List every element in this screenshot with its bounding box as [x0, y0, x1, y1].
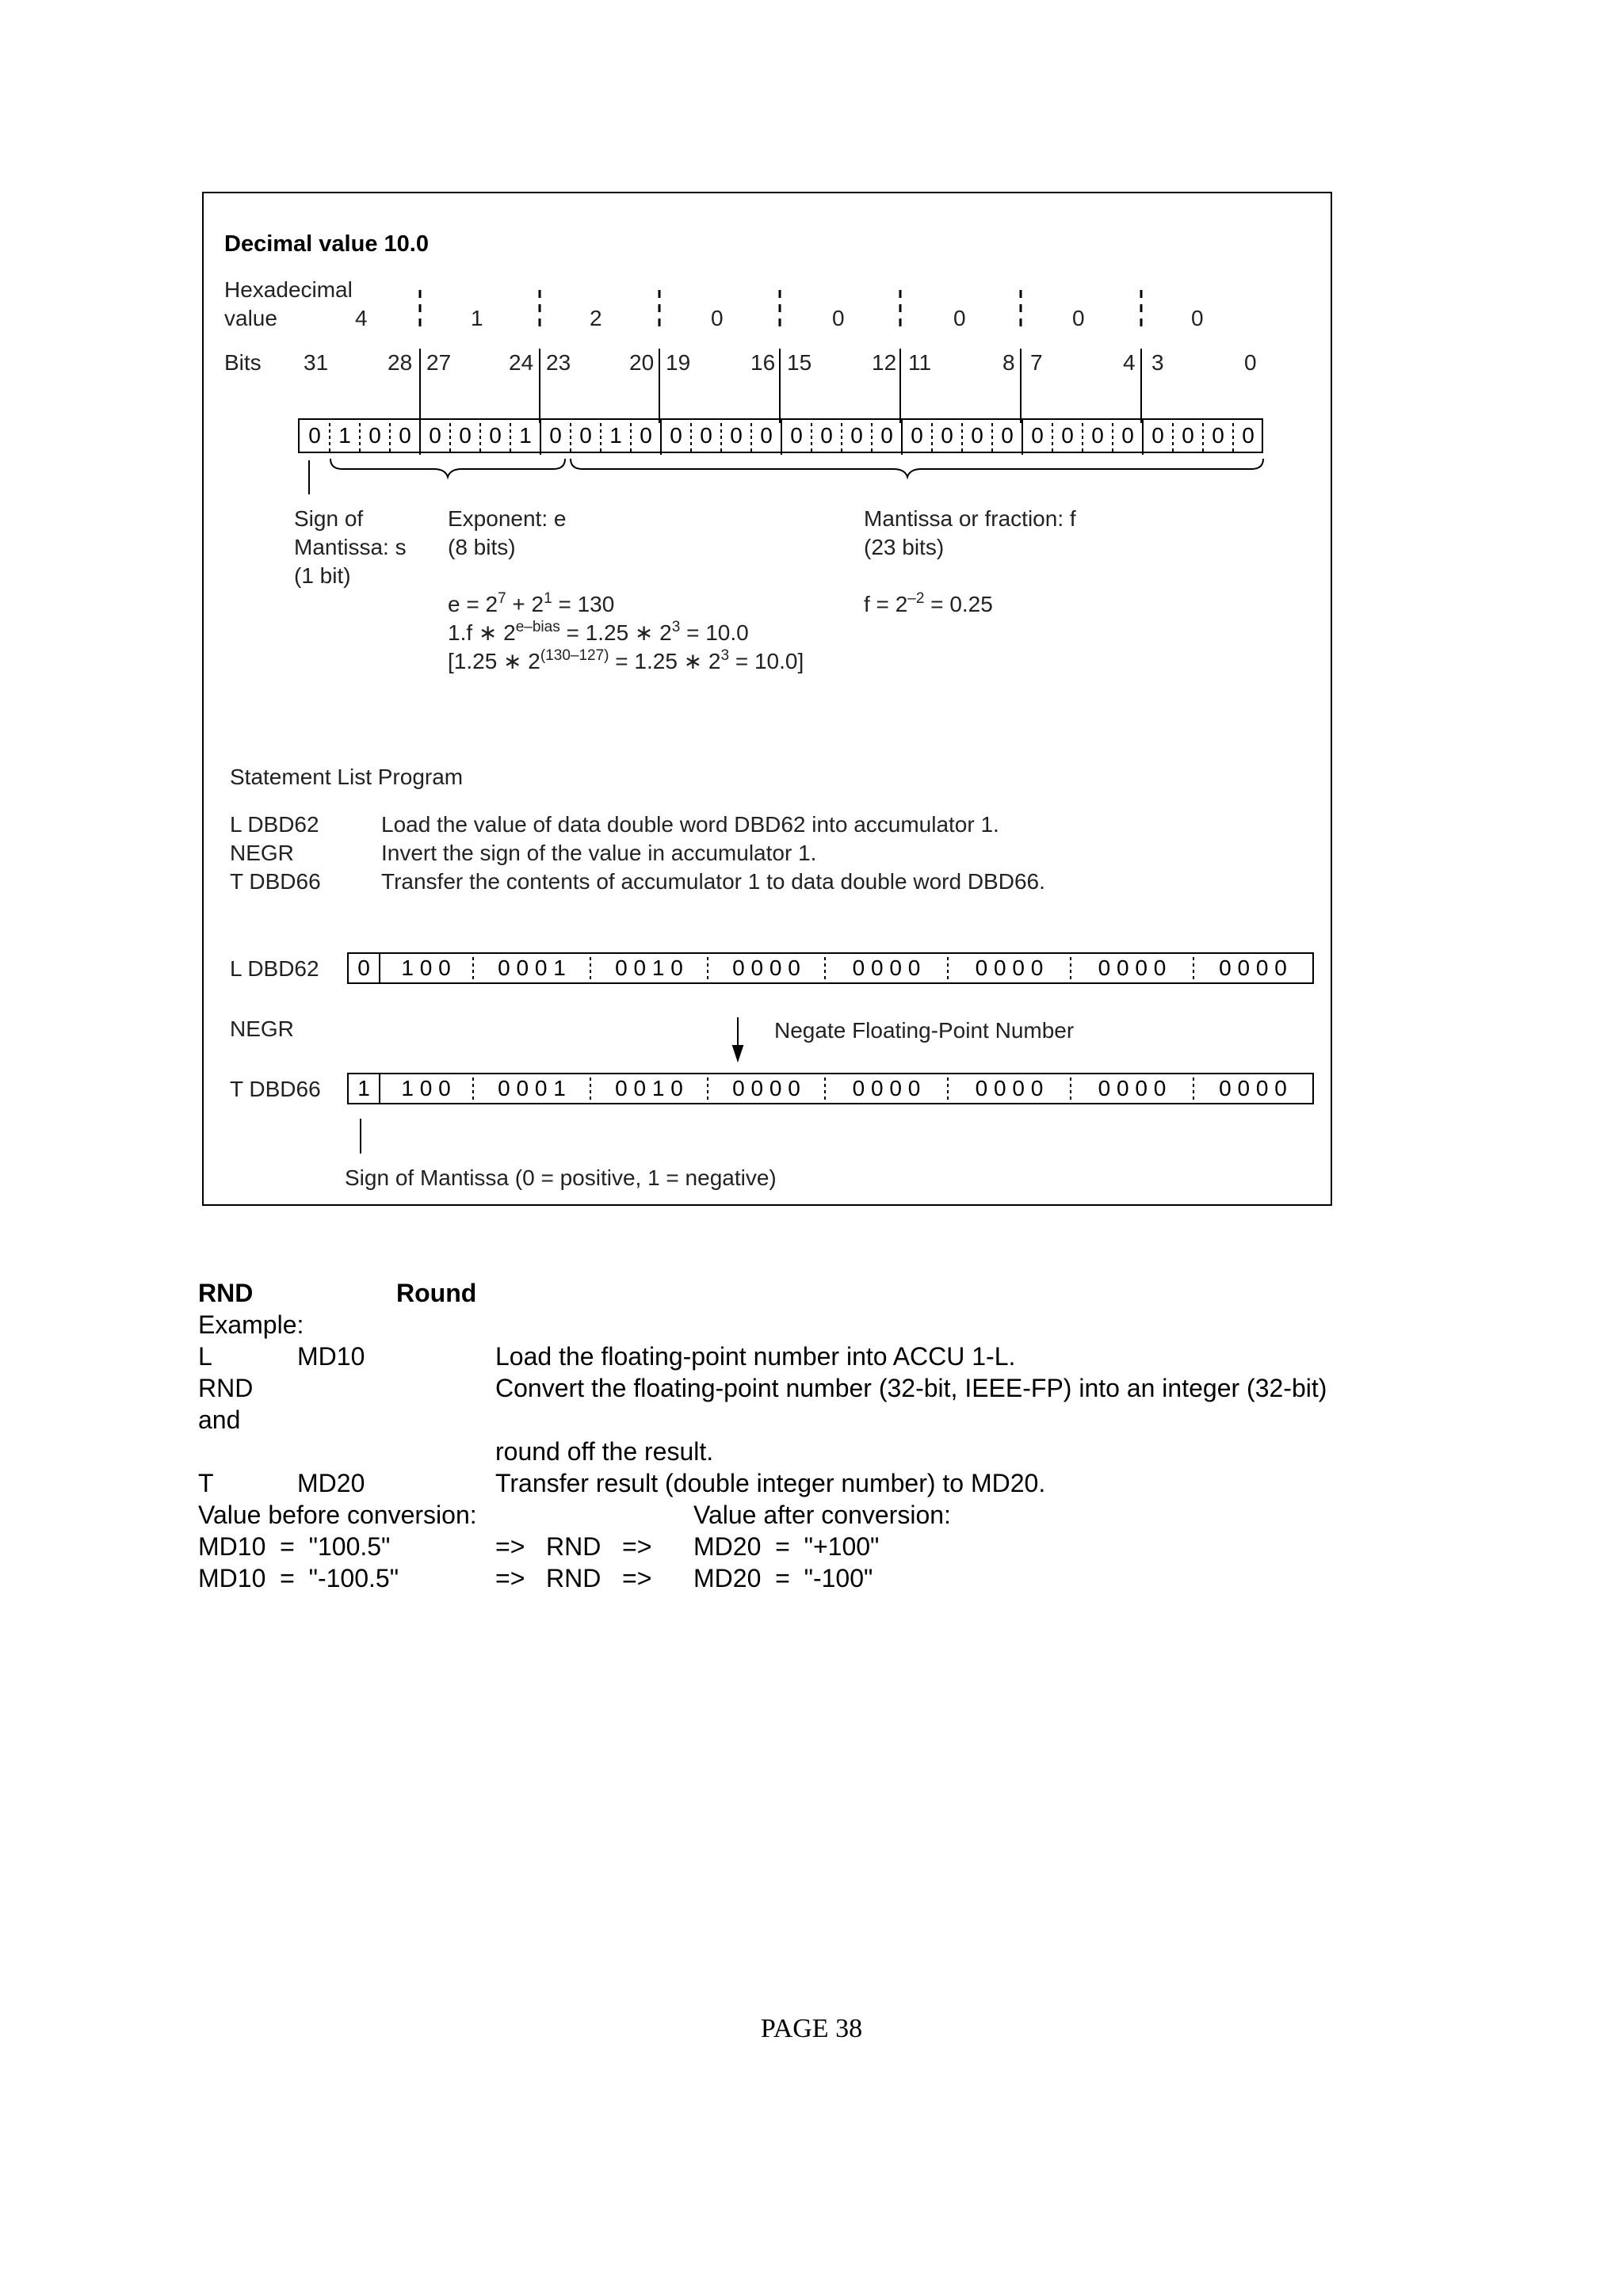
formula-f: $f = 2^{-2} = 0.25$	[864, 590, 993, 616]
reg2-group: 1 0 0	[401, 1076, 451, 1100]
reg1-label: L DBD62	[230, 956, 319, 981]
bit-cell: 0	[429, 423, 441, 448]
bit-cell: 0	[549, 423, 562, 448]
reg2-dividers	[349, 1074, 1316, 1106]
stl-description: Transfer the contents of accumulator 1 to data double word DBD66.	[381, 869, 1045, 894]
reg2-group: 0 0 0 0	[1098, 1076, 1167, 1100]
reg1-group: 1 0 0	[401, 955, 451, 980]
bit-cell: 0	[820, 423, 833, 448]
hex-digit: 0	[832, 306, 845, 330]
hex-digit: 2	[590, 306, 602, 330]
row2-op: RND	[198, 1374, 254, 1402]
bit-position: 3	[1151, 350, 1164, 375]
mantissa-label-2: (23 bits)	[864, 535, 945, 559]
bit-cell: 1	[519, 423, 532, 448]
bit-cell: 0	[1212, 423, 1224, 448]
after-label: Value after conversion:	[693, 1501, 951, 1529]
bit-cell: 0	[369, 423, 381, 448]
sign-label-2: Mantissa: s	[294, 535, 407, 559]
stl-description: Load the value of data double word DBD62 into accumulator 1.	[381, 812, 999, 837]
float-format-figure	[202, 192, 1332, 1206]
row2-and: and	[198, 1405, 241, 1434]
hex-digit: 4	[355, 306, 368, 330]
stl-instruction: NEGR	[230, 841, 294, 865]
row4-operand: MD20	[297, 1469, 365, 1497]
bit-cell: 0	[579, 423, 592, 448]
reg1-group: 0 0 0 0	[1219, 955, 1287, 980]
reg1-group: 0 0 0 0	[1098, 955, 1167, 980]
sign-label-3: (1 bit)	[294, 563, 351, 588]
bit-position: 24	[509, 350, 534, 375]
reg1-sign-bit: 0	[349, 954, 380, 982]
bit-cell: 0	[1182, 423, 1194, 448]
hex-digit: 0	[953, 306, 966, 330]
reg2-group: 0 0 0 1	[498, 1076, 566, 1100]
bit-position: 12	[872, 350, 897, 375]
bit-cell: 0	[760, 423, 773, 448]
bit-position: 4	[1123, 350, 1136, 375]
bit-cell: 0	[489, 423, 502, 448]
bit-cell: 0	[399, 423, 411, 448]
bit-cell: 0	[880, 423, 893, 448]
bit-position: 16	[750, 350, 776, 375]
bit-cell: 0	[1151, 423, 1164, 448]
stl-instruction: T DBD66	[230, 869, 321, 894]
sign-note: Sign of Mantissa (0 = positive, 1 = negative)	[345, 1165, 777, 1190]
reg1-bits	[347, 952, 1314, 984]
bit-cell: 0	[459, 423, 472, 448]
before-label: Value before conversion:	[198, 1501, 477, 1529]
bit-position: 7	[1030, 350, 1043, 375]
hex-digit: 0	[711, 306, 724, 330]
bit-cell: 0	[670, 423, 682, 448]
bit-cell: 0	[850, 423, 863, 448]
bit-cell: 0	[700, 423, 712, 448]
hex-label: Hexadecimal	[224, 277, 353, 302]
bit-position: 0	[1244, 350, 1257, 375]
formula-1f: 1.f ∗ $2^{e-bias} = 1.25$ ∗ $2^3 = 10.0$	[448, 619, 749, 645]
bit-cell: 0	[1091, 423, 1104, 448]
stl-heading: Statement List Program	[230, 765, 464, 789]
sign-label: Sign of	[294, 506, 364, 531]
hex-label-2: value	[224, 306, 277, 330]
row1-operand: MD10	[297, 1342, 365, 1371]
reg1-group: 0 0 0 1	[498, 955, 566, 980]
bit-cell: 0	[941, 423, 953, 448]
bit-cell: 0	[971, 423, 983, 448]
reg2-group: 0 0 1 0	[615, 1076, 683, 1100]
example-label: Example:	[198, 1310, 304, 1339]
formula-e: $e = 2^7 + 2^1 = 130$	[448, 590, 615, 616]
hex-digit: 0	[1072, 306, 1085, 330]
reg1-group: 0 0 0 0	[852, 955, 921, 980]
rnd-title: RND	[198, 1279, 254, 1307]
row1-op: L	[198, 1342, 212, 1371]
conv2-op: => RND =>	[495, 1564, 652, 1592]
bit-separators	[204, 193, 1334, 1207]
negr-label: NEGR	[230, 1016, 294, 1041]
reg2-group: 0 0 0 0	[732, 1076, 800, 1100]
bit-position: 23	[546, 350, 571, 375]
bit-cell: 0	[1061, 423, 1074, 448]
conv1-op: => RND =>	[495, 1532, 652, 1561]
bit-position: 28	[388, 350, 413, 375]
row4-op: T	[198, 1469, 214, 1497]
row1-desc: Load the floating-point number into ACCU 1-L.	[495, 1342, 1016, 1371]
reg1-group: 0 0 0 0	[732, 955, 800, 980]
bit-cell: 0	[790, 423, 803, 448]
mantissa-label: Mantissa or fraction: f	[864, 506, 1076, 531]
formula-bracket: [1.25 ∗ $2^{(130-127)} = 1.25$ ∗ $2^3 = 10.0$]	[448, 647, 804, 673]
bit-cell: 1	[338, 423, 351, 448]
reg1-group: 0 0 0 0	[975, 955, 1044, 980]
stl-description: Invert the sign of the value in accumulator 1.	[381, 841, 817, 865]
bits-label: Bits	[224, 350, 262, 375]
bit-position: 11	[908, 350, 932, 375]
reg2-sign-bit: 1	[349, 1074, 380, 1103]
negate-label: Negate Floating-Point Number	[774, 1018, 1075, 1043]
conv1-before: MD10 = "100.5"	[198, 1532, 391, 1561]
reg2-group: 0 0 0 0	[1219, 1076, 1287, 1100]
bit-cell: 0	[730, 423, 743, 448]
bit-position: 19	[666, 350, 691, 375]
reg2-group: 0 0 0 0	[975, 1076, 1044, 1100]
bit-cell: 0	[911, 423, 923, 448]
exponent-label: Exponent: e	[448, 506, 567, 531]
conv2-before: MD10 = "-100.5"	[198, 1564, 399, 1592]
reg1-group: 0 0 1 0	[615, 955, 683, 980]
bit-position: 20	[629, 350, 655, 375]
hex-digit: 1	[471, 306, 483, 330]
conv1-after: MD20 = "+100"	[693, 1532, 880, 1561]
bit-position: 27	[426, 350, 452, 375]
bit-cell: 0	[1121, 423, 1134, 448]
rnd-subtitle: Round	[396, 1279, 477, 1307]
bit-position: 8	[1002, 350, 1015, 375]
bit-row	[298, 418, 1263, 453]
reg2-group: 0 0 0 0	[852, 1076, 921, 1100]
reg2-bits	[347, 1073, 1314, 1104]
bit-cell: 0	[1031, 423, 1044, 448]
row4-desc: Transfer result (double integer number) to MD20.	[495, 1469, 1046, 1497]
row3-desc: round off the result.	[495, 1437, 714, 1466]
bit-cell: 0	[640, 423, 652, 448]
conv2-after: MD20 = "-100"	[693, 1564, 873, 1592]
exponent-label-2: (8 bits)	[448, 535, 516, 559]
row2-desc: Convert the floating-point number (32-bit, IEEE-FP) into an integer (32-bit)	[495, 1374, 1327, 1402]
bit-cell: 0	[1001, 423, 1014, 448]
stl-instruction: L DBD62	[230, 812, 319, 837]
reg2-label: T DBD66	[230, 1077, 321, 1101]
hex-digit: 0	[1191, 306, 1204, 330]
page-number: PAGE 38	[760, 2014, 863, 2043]
bit-position: 31	[304, 350, 329, 375]
figure-title: Decimal value 10.0	[224, 231, 429, 257]
bit-cell: 1	[609, 423, 622, 448]
reg1-dividers	[349, 954, 1316, 986]
bit-cell: 0	[308, 423, 321, 448]
bit-position: 15	[787, 350, 812, 375]
bit-cell: 0	[1242, 423, 1254, 448]
